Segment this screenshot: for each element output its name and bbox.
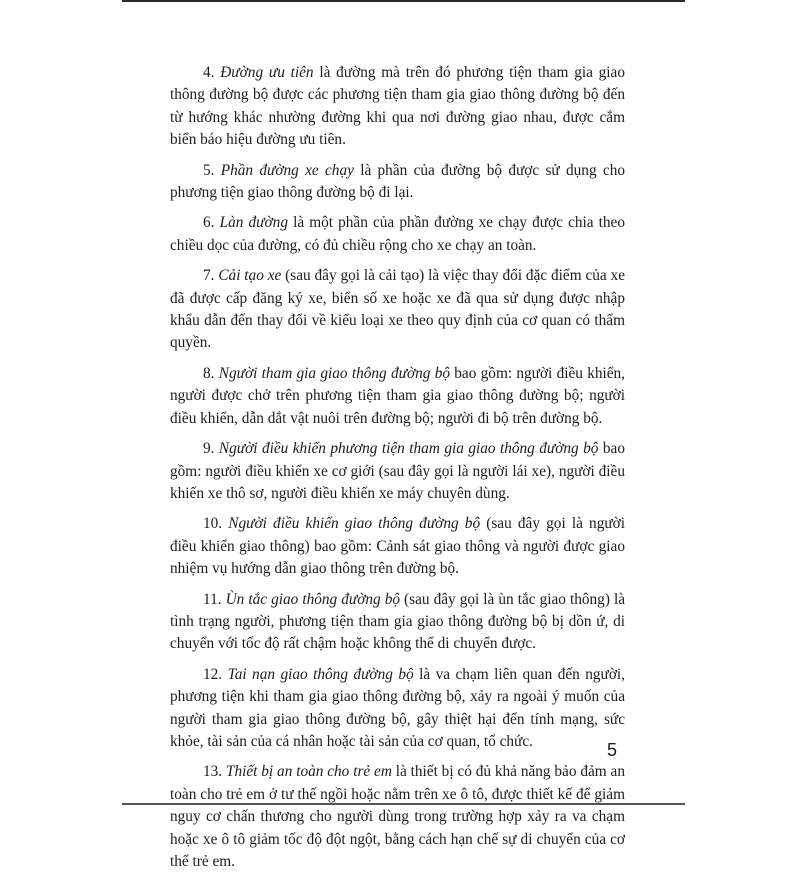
- item-number: 12.: [203, 665, 228, 683]
- definition-text: là va chạm liên quan đến người, phương tiện khi tham gia giao thông đường bộ, xảy ra ngoài ý muốn của người tham gia giao thông đường bộ, gây thiệt hại đến tính mạng, sức khỏe, tài sản của cá nhân hoặc tài sản của cơ quan, tổ chức.: [170, 665, 625, 750]
- item-number: 13.: [203, 763, 226, 781]
- item-number: 9.: [203, 440, 219, 458]
- definition-text: là một phần của phần đường xe chạy được chia theo chiều dọc của đường, có đủ chiều rộng cho xe chạy an toàn.: [170, 214, 625, 254]
- definition-text: (sau đây gọi là cải tạo) là việc thay đổi đặc điểm của xe đã được cấp đăng ký xe, biển số xe hoặc xe đã qua sử dụng được nhập khẩu dẫn đến thay đổi về kiểu loại xe theo quy định của cơ quan có thẩm quyền.: [170, 267, 625, 352]
- definition-paragraph-10: [170, 513, 625, 580]
- definition-paragraph-11: [170, 589, 625, 656]
- page-body: [170, 62, 625, 881]
- defined-term: Người điều khiển phương tiện tham gia giao thông đường bộ: [218, 440, 599, 458]
- definition-paragraph-4: [170, 62, 625, 152]
- page-number: 5: [607, 740, 618, 760]
- definition-paragraph-7: [170, 265, 625, 355]
- item-number: 8.: [203, 364, 219, 382]
- definition-text: (sau đây gọi là người điều khiển giao thông) bao gồm: Cảnh sát giao thông và người được giao nhiệm vụ hướng dẫn giao thông trên đường bộ.: [170, 515, 625, 578]
- item-number: 10.: [203, 515, 229, 533]
- definition-text: (sau đây gọi là ùn tắc giao thông) là tình trạng người, phương tiện tham gia giao thông đường bộ bị dồn ứ, di chuyển với tốc độ rất chậm hoặc không thể di chuyển được.: [170, 590, 626, 653]
- item-number: 7.: [203, 267, 219, 285]
- defined-term: Thiết bị an toàn cho trẻ em: [225, 763, 392, 781]
- item-number: 6.: [203, 214, 220, 232]
- definition-paragraph-13: [170, 761, 625, 873]
- item-number: 5.: [203, 161, 221, 179]
- definition-paragraph-5: [170, 160, 625, 205]
- definition-text: bao gồm: người điều khiển xe cơ giới (sau đây gọi là người lái xe), người điều khiển xe thô sơ, người điều khiển xe máy chuyên dùng.: [170, 440, 625, 502]
- definition-text: là phần của đường bộ được sử dụng cho phương tiện giao thông đường bộ đi lại.: [170, 161, 625, 202]
- defined-term: Tai nạn giao thông đường bộ: [227, 665, 414, 683]
- defined-term: Làn đường: [219, 214, 288, 232]
- definition-text: là thiết bị có đủ khả năng bảo đảm an toàn cho trẻ em ở tư thế ngồi hoặc nằm trên xe ô tô, được thiết kế để giảm nguy cơ chấn thương cho người dùng trong trường hợp xảy ra va chạm hoặc xe ô tô giảm tốc độ đột ngột, bằng cách hạn chế sự di chuyển của cơ thể trẻ em.: [170, 763, 625, 870]
- definition-paragraph-8: [170, 363, 625, 430]
- defined-term: Ùn tắc giao thông đường bộ: [225, 590, 401, 608]
- definition-paragraph-9: [170, 438, 625, 505]
- definition-text: là đường mà trên đó phương tiện tham gia giao thông đường bộ được các phương tiện tham gia giao thông đường bộ đến từ hướng khác nhường đường khi qua nơi đường giao nhau, được cắm biển báo hiệu đường ưu tiên.: [170, 64, 625, 149]
- defined-term: Đường ưu tiên: [220, 64, 314, 81]
- definition-paragraph-12: [170, 664, 625, 754]
- defined-term: Phần đường xe chạy: [220, 161, 354, 179]
- definition-paragraph-6: [170, 212, 625, 257]
- item-number: 4.: [203, 64, 221, 81]
- definition-text: bao gồm: người điều khiển, người được chở trên phương tiện tham gia giao thông đường bộ; người điều khiển, dẫn dắt vật nuôi trên đường bộ; người đi bộ trên đường bộ.: [170, 364, 626, 427]
- page-bottom-rule: [122, 803, 685, 805]
- defined-term: Cải tạo xe: [218, 267, 282, 285]
- item-number: 11.: [203, 590, 226, 608]
- page-top-rule: [122, 0, 685, 2]
- defined-term: Người tham gia giao thông đường bộ: [218, 364, 450, 382]
- defined-term: Người điều khiển giao thông đường bộ: [228, 515, 481, 533]
